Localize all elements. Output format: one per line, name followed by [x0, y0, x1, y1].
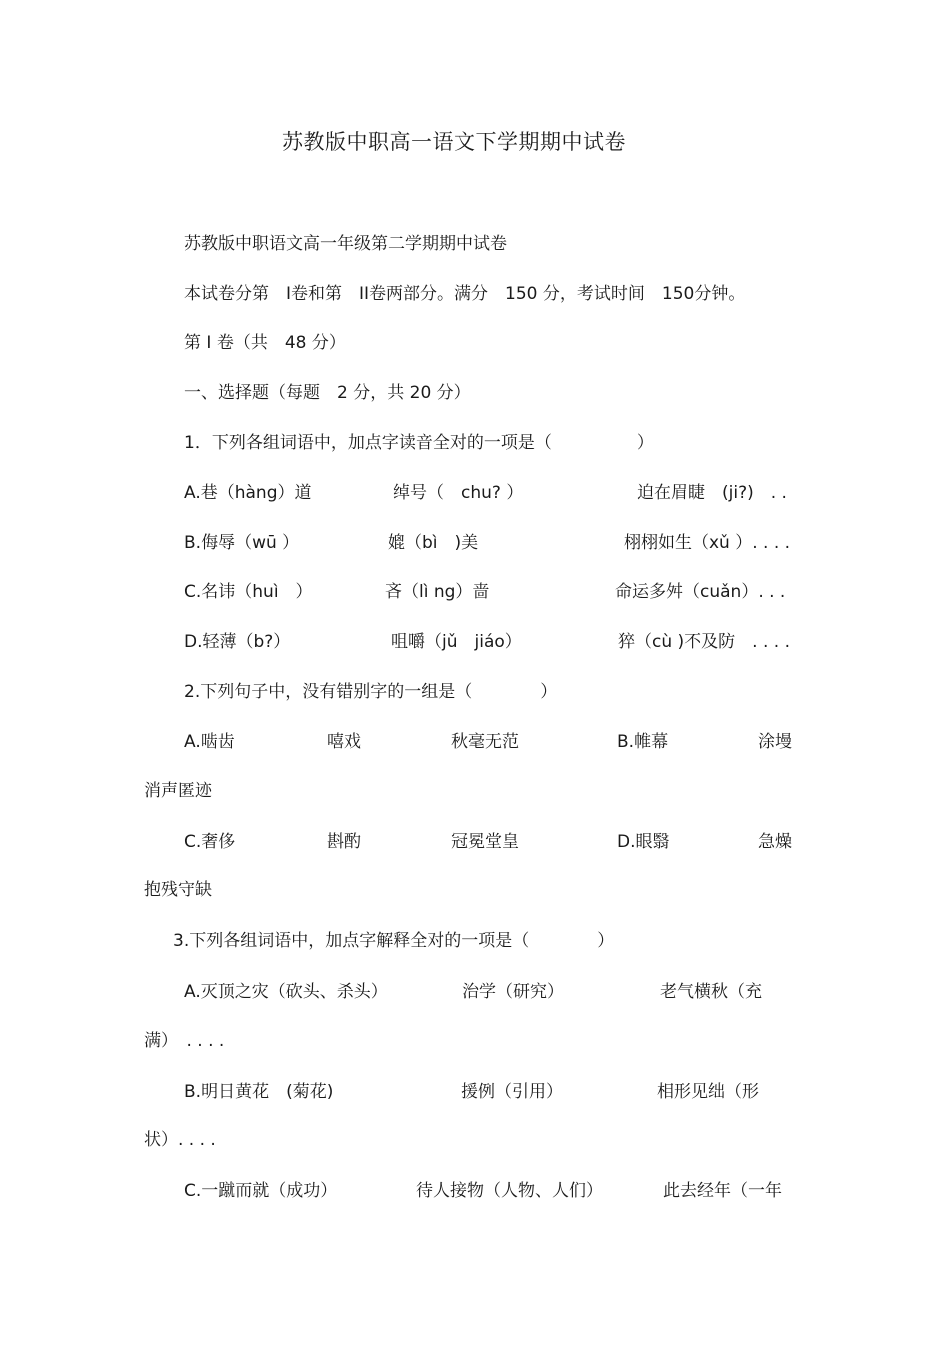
document-subtitle: 苏教版中职语文高一年级第二学期期中试卷 [184, 234, 507, 254]
option-cell: A.啮齿 [184, 732, 235, 752]
option-cell: C.奢侈 [184, 832, 236, 852]
question-3-option-a-continued: 满） . . . . [144, 1031, 225, 1051]
exam-intro: 本试卷分第 I卷和第 II卷两部分。满分 150 分，考试时间 150分钟。 [184, 284, 746, 304]
option-cell: 嘻戏 [327, 732, 361, 752]
question-2-row-ab-continued: 消声匿迹 [144, 781, 212, 801]
option-cell: 此去经年（一年 [663, 1181, 782, 1201]
option-cell: C.名讳（huì ） [184, 582, 313, 602]
question-2-stem: 2.下列句子中，没有错别字的一组是（ ） [184, 682, 558, 702]
option-cell: D.轻薄（b?） [184, 632, 291, 652]
section-heading: 一、选择题（每题 2 分，共 20 分） [184, 383, 471, 403]
option-cell: 急燥 [758, 832, 792, 852]
option-cell: 斟酌 [327, 832, 361, 852]
question-1-stem: 1．下列各组词语中，加点字读音全对的一项是（ ） [184, 433, 654, 453]
option-cell: 治学（研究） [462, 982, 564, 1002]
option-cell: 栩栩如生（xǔ ）. . . . [624, 533, 791, 553]
option-cell: 涂墁 [758, 732, 792, 752]
option-cell: C.一蹴而就（成功） [184, 1181, 338, 1201]
option-cell: 吝（lì ng）啬 [385, 582, 490, 602]
option-cell: 相形见绌（形 [657, 1082, 759, 1102]
option-cell: D.眼翳 [617, 832, 670, 852]
option-cell: 命运多舛（cuǎn）. . . [615, 582, 786, 602]
part-heading: 第 I 卷（共 48 分） [184, 333, 346, 353]
option-cell: 绰号（ chu? ） [393, 483, 524, 503]
option-cell: 援例（引用） [461, 1082, 563, 1102]
option-cell: B.侮辱（wū ） [184, 533, 300, 553]
document-title: 苏教版中职高一语文下学期期中试卷 [282, 130, 626, 154]
question-3-option-b-continued: 状）. . . . [144, 1130, 216, 1150]
option-cell: 媲（bì )美 [388, 533, 479, 553]
option-cell: 待人接物（人物、人们） [416, 1181, 603, 1201]
option-cell: A.巷（hàng）道 [184, 483, 312, 503]
question-3-stem: 3.下列各组词语中，加点字解释全对的一项是（ ） [173, 931, 615, 951]
option-cell: B.帷幕 [617, 732, 669, 752]
question-2-row-cd-continued: 抱残守缺 [144, 880, 212, 900]
option-cell: A.灭顶之灾（砍头、杀头） [184, 982, 388, 1002]
option-cell: B.明日黄花 (菊花) [184, 1082, 334, 1102]
option-cell: 冠冕堂皇 [451, 832, 519, 852]
option-cell: 老气横秋（充 [660, 982, 762, 1002]
option-cell: 咀嚼（jǔ jiáo） [391, 632, 522, 652]
option-cell: 迫在眉睫 (ji?) . . [637, 483, 787, 503]
option-cell: 秋毫无范 [451, 732, 519, 752]
option-cell: 猝（cù )不及防 . . . . [618, 632, 790, 652]
